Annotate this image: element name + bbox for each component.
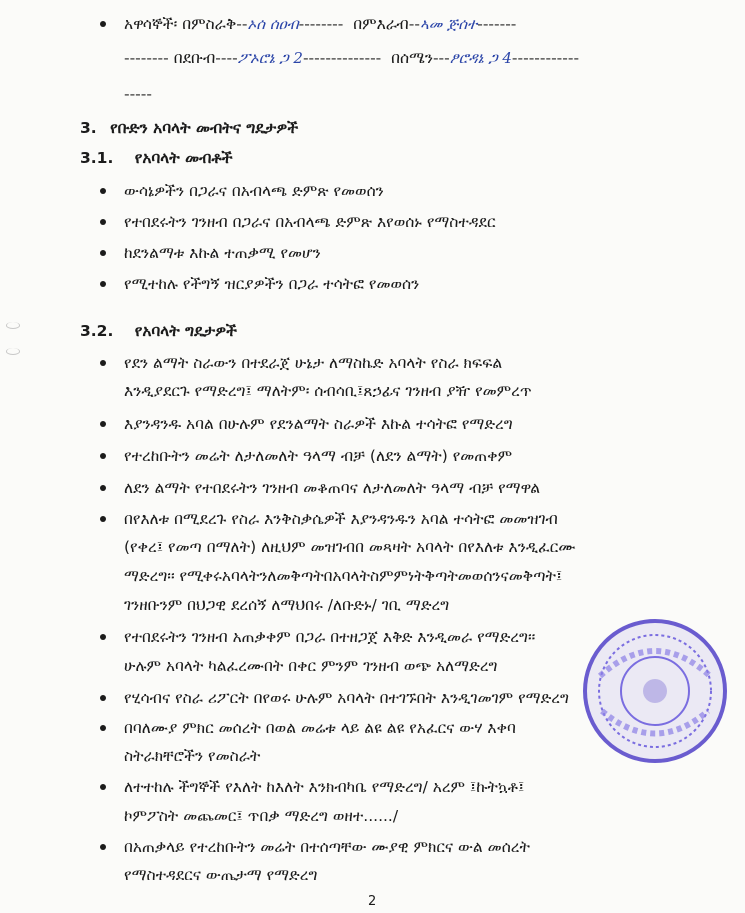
north-label: በሰሜን [391,49,433,67]
rights-item: የሚተከሉ የችግኝ ዝርያዎችን በጋራ ተሳትፎ የመወሰን [124,275,420,293]
rights-item: ውሳኔዎችን በጋራና በአብላጫ ድምጽ የመወሰን [124,182,384,200]
duty-item-line: የተረከቡትን መሬት ለታለመለት ዓላማ ብቻ (ለደን ልማት) የመጠቀም [124,447,513,465]
north-handwritten-value: ፆሮዳኔ ጋ 4 [449,49,512,67]
section-3-title: የቡድን አባላት መብትና ግዴታዎች [110,119,299,137]
section-3-1-heading [80,148,233,168]
official-stamp [580,616,730,766]
duty-item-line: ገንዘቡንም በህጋዊ ደረሰኝ ለማህበሩ /ለቡድኑ/ ገቢ ማድረግ [124,596,450,614]
duty-item-line: የሂሳብና የስራ ሪፖርት በየወሩ ሁሉም አባላት በተገኙበት እንዲገመገም የማድረግ [124,689,569,707]
section-3-2-number: 3.2. [80,322,114,340]
dashes-lead: -------- [124,49,169,67]
rights-item: ከደንልማቱ እኩል ተጠቃሚ የመሆን [124,244,321,262]
duty-item-line: በየእለቱ በሚደረጉ የስራ እንቅስቃሴዎች እያንዳንዱን አባል ተሳትፎ መመዝገብ [124,510,558,528]
south-label: በደቡብ [173,49,216,67]
duty-item-line: (የቀረ፤ የመጣ በማለት) ለዚህም መዝገብበ መጻዛት አባላት በየእለቱ እንዲፈርሙ [124,538,576,556]
boundaries-line-3: ----- [124,85,152,103]
section-3-2-title: የአባላት ግዴታዎች [134,322,237,340]
duty-item-line: ኮምፖስት መጨመር፤ ጥበቃ ማድረግ ወዘተ....../ [124,807,399,825]
duty-item-line: እያንዳንዱ አባል በሁሉም የደንልማት ስራዎች እኩል ተሳትፎ የማድረግ [124,415,513,433]
section-3-number: 3. [80,119,97,137]
duty-item-line: ስትራክቸሮችን የመስራት [124,747,261,765]
west-handwritten-value: ኣመ ጅሰተ [419,15,478,33]
duty-item-line: ለደን ልማት የተበደሩትን ገንዘብ መቆጠባና ለታለመለት ዓላማ ብቻ የማዋል [124,479,541,497]
duty-item-line: የደን ልማት ስራውን በተደራጀ ሁኔታ ለማስኬድ አባላት የስራ ክፍፍል [124,354,503,372]
section-3-1-number: 3.1. [80,149,114,167]
east-handwritten-value: ኦሰ ሰዐብ [247,15,299,33]
duty-item-line: የተበደሩትን ገንዘብ አጠቃቀም በጋራ በተዘጋጀ እቅድ እንዲመራ የማድረግ፡፡ [124,628,536,646]
duty-item-line: የማስተዳደርና ውጤታማ የማድረግ [124,866,318,884]
duty-item-line: እንዲያደርጉ የማድረግ፤ ማለትም፡ ሰብሳቢ፤ጸኃፊና ገንዘብ ያዥ የመምረጥ [124,382,532,400]
south-handwritten-value: ፖኦሮኔ ጋ 2 [237,49,303,67]
section-3-1-title: የአባላት መብቶች [134,149,233,167]
section-3-2-heading [80,321,237,341]
boundaries-line-2: -------- በደቡብ----ፖኦሮኔ ጋ 2-------------- በሰሜን---ፆሮዳኔ ጋ 4------------ [124,49,580,67]
boundaries-line-1: አዋሳኞች፡ በምስራቅ--ኦሰ ሰዐብ-------- በምእራብ--ኣመ ጅሰተ------- [124,15,517,33]
duty-item-line: ማድረግ፡፡ የሚቀሩአባላትንለመቅጣትበአባላትስምምነትቅጣትመወሰንናመቅጣት፤ [124,567,563,585]
west-label: በምእራብ [353,15,409,33]
section-3-heading [80,118,298,138]
duty-item-line: ሁሉም አባላት ካልፈረሙበት በቀር ምንም ገንዘብ ወጭ አለማድረግ [124,657,498,675]
hole-punch-mark [6,348,20,355]
page-number: 2 [368,894,377,909]
duty-item-line: በባለሙያ ምክር መሰረት በወል መሬቱ ላይ ልዩ ልዩ የአፈርና ውሃ እቀባ [124,719,516,737]
boundaries-label: አዋሳኞች፡ [124,15,178,33]
dashes: -------- [298,15,344,33]
duty-item-line: በአጠቃላይ የተረከቡትን መሬት በተሰጣቸው ሙያዊ ምክርና ውል መሰረት [124,838,530,856]
duty-item-line: ለተተከሉ ችግኞች የእለት ከእለት እንክብካቤ የማድረግ/ አረም ፤ኩትኳቶ፤ [124,778,525,796]
east-label: በምስራቅ [182,15,237,33]
rights-item: የተበደሩትን ገንዘብ በጋራና በአብላጫ ድምጽ እየወሰኑ የማስተዳደር [124,213,496,231]
hole-punch-mark [6,322,20,329]
